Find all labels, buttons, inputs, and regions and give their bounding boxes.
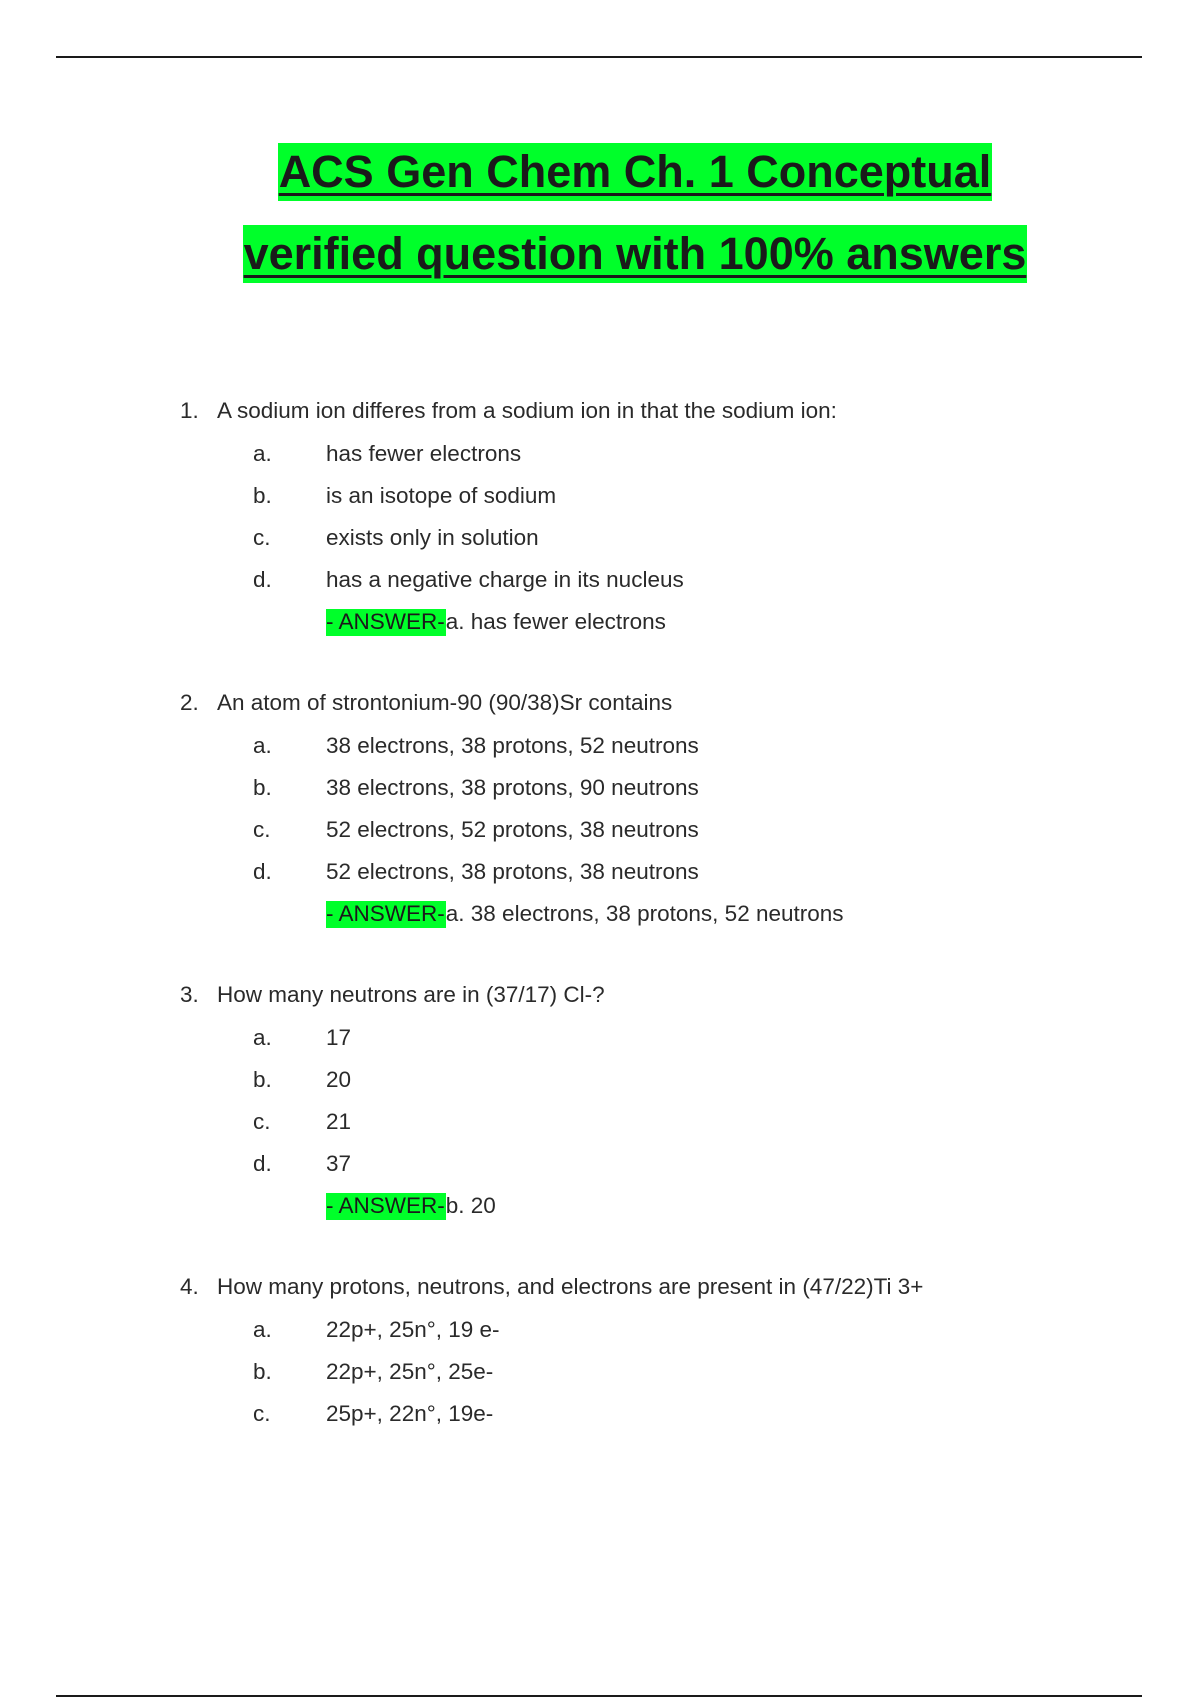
option-letter: a. <box>253 733 272 758</box>
answer-tag: - ANSWER- <box>326 1193 445 1218</box>
option-letter: b. <box>253 1359 272 1384</box>
option-text: 38 electrons, 38 protons, 52 neutrons <box>326 733 699 758</box>
option-d <box>0 1144 1200 1186</box>
option-a <box>0 434 1200 476</box>
option-text: 52 electrons, 38 protons, 38 neutrons <box>326 859 699 884</box>
option-text: 22p+, 25n°, 25e- <box>326 1359 494 1384</box>
option-c <box>0 1394 1200 1436</box>
question-number: 2. <box>180 690 199 715</box>
title-line-1 <box>0 143 1200 201</box>
option-text: 37 <box>326 1151 352 1176</box>
answer <box>326 602 666 642</box>
answer-text: b. 20 <box>445 1193 496 1218</box>
answer-row <box>0 894 1200 936</box>
option-letter: c. <box>253 525 271 550</box>
option-a <box>0 726 1200 768</box>
option-b <box>0 476 1200 518</box>
answer <box>326 1186 496 1226</box>
option-text: is an isotope of sodium <box>326 483 557 508</box>
question-1 <box>0 392 1200 644</box>
option-b <box>0 768 1200 810</box>
question-3 <box>0 976 1200 1228</box>
question-stem <box>0 392 1200 434</box>
answer-text: a. 38 electrons, 38 protons, 52 neutrons <box>445 901 844 926</box>
option-a <box>0 1310 1200 1352</box>
question-number: 3. <box>180 982 199 1007</box>
option-text: exists only in solution <box>326 525 539 550</box>
question-2 <box>0 684 1200 936</box>
option-letter: b. <box>253 775 272 800</box>
top-rule <box>56 56 1142 58</box>
option-letter: c. <box>253 1401 271 1426</box>
question-number: 4. <box>180 1274 199 1299</box>
option-letter: c. <box>253 1109 271 1134</box>
answer-row <box>0 602 1200 644</box>
option-text: 20 <box>326 1067 352 1092</box>
option-a <box>0 1018 1200 1060</box>
option-letter: d. <box>253 1151 272 1176</box>
question-text: A sodium ion differes from a sodium ion in that the sodium ion: <box>217 398 837 423</box>
answer-text: a. has fewer electrons <box>445 609 666 634</box>
document-title <box>0 143 1200 283</box>
bottom-rule <box>56 1695 1142 1697</box>
option-letter: a. <box>253 441 272 466</box>
answer-tag: - ANSWER- <box>326 609 445 634</box>
option-b <box>0 1060 1200 1102</box>
option-letter: b. <box>253 1067 272 1092</box>
option-c <box>0 1102 1200 1144</box>
answer-tag: - ANSWER- <box>326 901 445 926</box>
question-text: How many neutrons are in (37/17) Cl-? <box>217 982 605 1007</box>
option-text: has a negative charge in its nucleus <box>326 567 684 592</box>
option-c <box>0 518 1200 560</box>
option-text: 52 electrons, 52 protons, 38 neutrons <box>326 817 699 842</box>
option-letter: d. <box>253 567 272 592</box>
option-text: has fewer electrons <box>326 441 522 466</box>
title-text-2: verified question with 100% answers <box>243 225 1028 283</box>
option-letter: d. <box>253 859 272 884</box>
option-letter: c. <box>253 817 271 842</box>
question-number: 1. <box>180 398 199 423</box>
option-text: 21 <box>326 1109 352 1134</box>
option-letter: a. <box>253 1317 272 1342</box>
question-stem <box>0 976 1200 1018</box>
option-letter: b. <box>253 483 272 508</box>
option-c <box>0 810 1200 852</box>
answer <box>326 894 844 934</box>
option-d <box>0 560 1200 602</box>
title-text-1: ACS Gen Chem Ch. 1 Conceptual <box>278 143 993 201</box>
option-text: 38 electrons, 38 protons, 90 neutrons <box>326 775 699 800</box>
option-d <box>0 852 1200 894</box>
option-letter: a. <box>253 1025 272 1050</box>
question-text: How many protons, neutrons, and electrons are present in (47/22)Ti 3+ <box>217 1274 924 1299</box>
question-stem <box>0 1268 1200 1310</box>
title-line-2 <box>0 225 1200 283</box>
answer-row <box>0 1186 1200 1228</box>
option-text: 25p+, 22n°, 19e- <box>326 1401 494 1426</box>
option-text: 22p+, 25n°, 19 e- <box>326 1317 500 1342</box>
question-4 <box>0 1268 1200 1436</box>
question-text: An atom of strontonium-90 (90/38)Sr contains <box>217 690 673 715</box>
option-b <box>0 1352 1200 1394</box>
question-list <box>0 392 1200 1476</box>
question-stem <box>0 684 1200 726</box>
option-text: 17 <box>326 1025 352 1050</box>
